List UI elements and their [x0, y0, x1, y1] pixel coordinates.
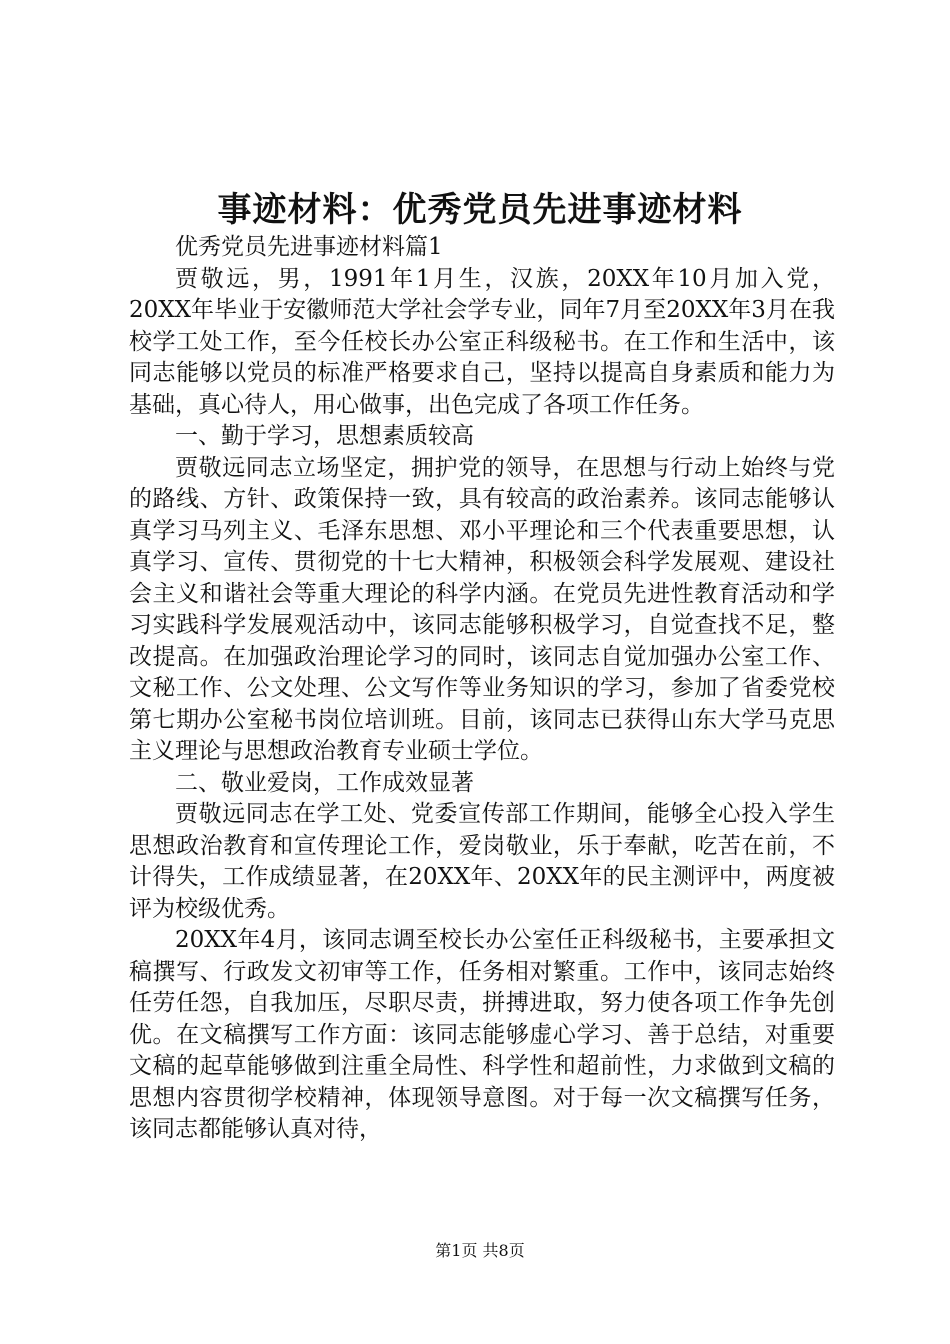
- section-heading-2: 二、敬业爱岗，工作成效显著: [175, 769, 474, 796]
- document-body: [129, 232, 835, 1146]
- document-title: 事迹材料：优秀党员先进事迹材料: [217, 190, 743, 230]
- section-subtitle: 优秀党员先进事迹材料篇1: [175, 234, 443, 260]
- paragraph-study: 贾敬远同志立场坚定，拥护党的领导，在思想与行动上始终与党的路线、方针、政策保持一致，具有较高的政治素养。该同志能够认真学习马列主义、毛泽东思想、邓小平理论和三个代表重要思想，认真学习、宣传、贯彻党的十七大精神，积极领会科学发展观、建设社会主义和谐社会等重大理论的科学内涵。在党员先进性教育活动和学习实践科学发展观活动中，该同志能够积极学习，自觉查找不足，整改提高。在加强政治理论学习的同时，该同志自觉加强办公室工作、文秘工作、公文处理、公文写作等业务知识的学习，参加了省委党校第七期办公室秘书岗位培训班。目前，该同志已获得山东大学马克思主义理论与思想政治教育专业硕士学位。: [129, 454, 835, 764]
- page-footer: 第1页 共8页: [435, 1241, 525, 1260]
- paragraph-secretary: 20XX年4月，该同志调至校长办公室任正科级秘书，主要承担文稿撰写、行政发文初审等工作，任务相对繁重。工作中，该同志始终任劳任怨，自我加压，尽职尽责，拼搏进取，努力使各项工作争先创优。在文稿撰写工作方面：该同志能够虚心学习、善于总结，对重要文稿的起草能够做到注重全局性、科学性和超前性，力求做到文稿的思想内容贯彻学校精神，体现领导意图。对于每一次文稿撰写任务，该同志都能够认真对待，: [129, 927, 835, 1142]
- paragraph-work: 贾敬远同志在学工处、党委宣传部工作期间，能够全心投入学生思想政治教育和宣传理论工作，爱岗敬业，乐于奉献，吃苦在前，不计得失，工作成绩显著，在20XX年、20XX年的民主测评中，两度被评为校级优秀。: [129, 801, 835, 922]
- section-heading-1: 一、勤于学习，思想素质较高: [175, 423, 474, 449]
- paragraph-intro: 贾敬远，男，1991年1月生，汉族，20XX年10月加入党，20XX年毕业于安徽师范大学社会学专业，同年7月至20XX年3月在我校学工处工作，至今任校长办公室正科级秘书。在工作和生活中，该同志能够以党员的标准严格要求自己，坚持以提高自身素质和能力为基础，真心待人，用心做事，出色完成了各项工作任务。: [129, 265, 835, 418]
